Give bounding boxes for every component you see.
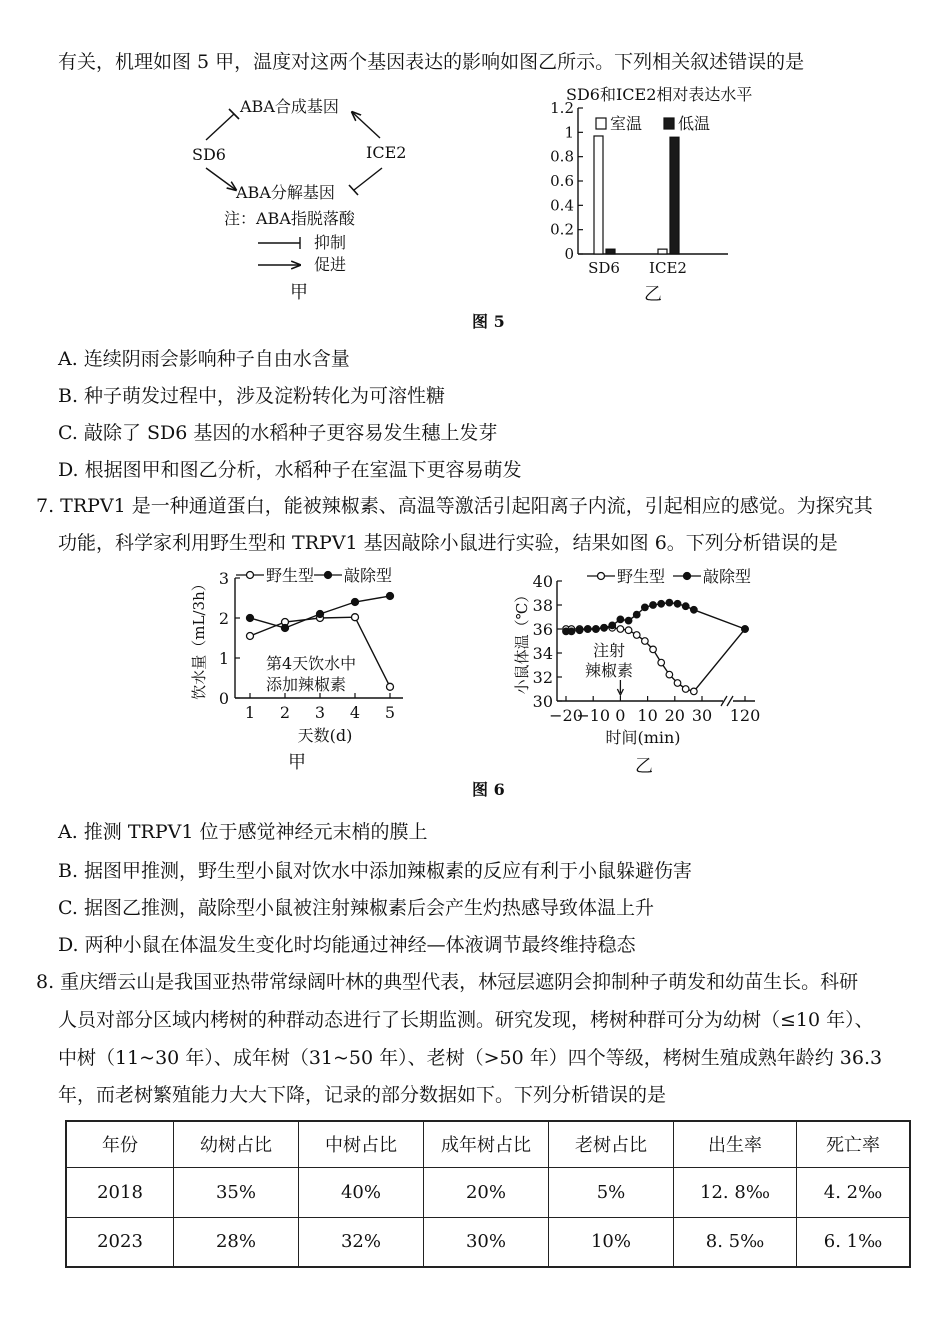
legend-marker (684, 573, 691, 580)
chart-annotation: 注射 (592, 641, 626, 660)
table-cell: 30% (424, 1217, 549, 1267)
x-tick-label: 3 (314, 703, 326, 722)
legend-promote-label: 促进 (314, 255, 347, 274)
data-point (593, 626, 600, 633)
edge-sd6-inhibit-synthesis (206, 114, 234, 140)
table-header-cell: 死亡率 (797, 1121, 911, 1167)
x-tick-label: 10 (637, 706, 658, 725)
legend-swatch (664, 118, 674, 129)
y-tick-label: 36 (532, 620, 553, 639)
x-tick-label: 0 (615, 706, 626, 725)
q6-option-d: D. 根据图甲和图乙分析，水稻种子在室温下更容易萌发 (58, 459, 522, 481)
chart-annotation: 辣椒素 (584, 661, 634, 680)
data-point (625, 627, 632, 634)
y-tick-label: 30 (532, 692, 553, 711)
edge-ice2-promote-synthesis (352, 112, 380, 138)
node-sd6: SD6 (192, 145, 226, 164)
data-point (658, 659, 665, 666)
table-cell: 32% (299, 1217, 424, 1267)
data-point (584, 626, 591, 633)
data-point (576, 627, 583, 634)
fig5-jia-diagram (180, 88, 430, 303)
q8-stem-line4: 年，而老树繁殖能力大大下降，记录的部分数据如下。下列分析错误的是 (58, 1084, 667, 1106)
legend-label: 野生型 (617, 567, 666, 586)
x-tick-label: 20 (664, 706, 685, 725)
q7-option-a: A. 推测 TRPV1 位于感觉神经元末梢的膜上 (58, 821, 428, 843)
population-table (65, 1120, 911, 1268)
table-cell: 6. 1‰ (797, 1217, 911, 1267)
fig5-yi-label: 乙 (644, 284, 662, 305)
table-header-cell: 幼树占比 (174, 1121, 299, 1167)
x-tick-label: 30 (691, 706, 713, 725)
q8-stem-line2: 人员对部分区域内栲树的种群动态进行了长期监测。研究发现，栲树种群可分为幼树（≤10 年）、 (58, 1009, 874, 1031)
edge-sd6-promote-degradation (206, 168, 236, 190)
bar (606, 249, 615, 254)
table-header-cell: 出生率 (674, 1121, 797, 1167)
data-point (633, 611, 640, 618)
q7-option-d: D. 两种小鼠在体温发生变化时均能通过神经—体液调节最终维持稳态 (58, 934, 636, 956)
q7-stem-line2: 功能，科学家利用野生型和 TRPV1 基因敲除小鼠进行实验，结果如图 6。下列分析错误的是 (58, 532, 838, 554)
data-point (568, 628, 575, 635)
bar (594, 136, 603, 254)
x-tick-label: 4 (349, 703, 361, 722)
table-header-cell: 年份 (66, 1121, 174, 1167)
x-tick-label: ICE2 (649, 259, 687, 277)
table-row (66, 1217, 910, 1267)
axis-break-mark (727, 696, 733, 706)
bar (670, 137, 679, 254)
data-point (650, 602, 657, 609)
data-point (742, 626, 749, 633)
q8-stem-line1: 8. 重庆缙云山是我国亚热带常绿阔叶林的典型代表，林冠层遮阴会抑制种子萌发和幼苗生长。科研 (36, 971, 859, 993)
data-point (666, 671, 673, 678)
y-tick-label: 38 (532, 596, 553, 615)
y-axis-label: 饮水量（mL/3h） (190, 576, 208, 700)
x-tick-label: 2 (279, 703, 291, 722)
data-point (674, 680, 681, 687)
chart-annotation: 添加辣椒素 (266, 675, 347, 694)
legend-marker (598, 573, 605, 580)
y-tick-label: 1 (564, 123, 574, 142)
y-tick-label: 0.8 (550, 147, 574, 166)
table-row (66, 1167, 910, 1217)
y-tick-label: 2 (218, 609, 229, 628)
intro-line: 有关，机理如图 5 甲，温度对这两个基因表达的影响如图乙所示。下列相关叙述错误的是 (58, 51, 805, 73)
node-aba-degradation: ABA分解基因 (236, 183, 335, 202)
data-point (633, 632, 640, 639)
data-point (352, 599, 359, 606)
data-point (674, 601, 681, 608)
legend-label: 野生型 (266, 566, 315, 585)
y-tick-label: 32 (532, 668, 553, 687)
data-point (609, 622, 616, 629)
legend-label: 敲除型 (703, 567, 752, 586)
q6-option-c: C. 敲除了 SD6 基因的水稻种子更容易发生穗上发芽 (58, 422, 498, 444)
legend-marker (325, 572, 332, 579)
table-cell: 28% (174, 1217, 299, 1267)
data-point (625, 617, 632, 624)
y-axis-label: 小鼠体温（℃） (513, 587, 531, 695)
x-tick-label: −20 (549, 706, 583, 725)
data-point (317, 611, 324, 618)
fig5-caption: 图 5 (472, 312, 505, 331)
table-cell: 5% (549, 1167, 674, 1217)
diagram-note: 注：ABA指脱落酸 (224, 209, 355, 228)
data-point (352, 614, 359, 621)
x-tick-label: SD6 (588, 259, 620, 277)
x-axis-label: 时间(min) (605, 728, 681, 747)
y-tick-label: 3 (218, 569, 229, 588)
table-cell: 20% (424, 1167, 549, 1217)
table-cell: 8. 5‰ (674, 1217, 797, 1267)
legend-label: 低温 (678, 114, 711, 133)
q7-option-c: C. 据图乙推测，敲除型小鼠被注射辣椒素后会产生灼热感导致体温上升 (58, 897, 654, 919)
data-point (247, 615, 254, 622)
table-header-row (66, 1121, 910, 1167)
bar (658, 249, 667, 254)
q7-option-b: B. 据图甲推测，野生型小鼠对饮水中添加辣椒素的反应有利于小鼠躲避伤害 (58, 860, 693, 882)
table-cell: 2018 (66, 1167, 174, 1217)
data-point (247, 633, 254, 640)
table-cell: 4. 2‰ (797, 1167, 911, 1217)
q7-stem-line1: 7. TRPV1 是一种通道蛋白，能被辣椒素、高温等激活引起阳离子内流，引起相应的感觉。为探究其 (36, 495, 873, 517)
chart-annotation: 第4天饮水中 (266, 654, 357, 673)
q6-option-b: B. 种子萌发过程中，涉及淀粉转化为可溶性糖 (58, 385, 446, 407)
y-tick-label: 0 (218, 689, 229, 708)
data-point (387, 593, 394, 600)
x-tick-label: 120 (729, 706, 761, 725)
data-point (387, 683, 394, 690)
fig5-yi-bar-chart (530, 82, 760, 304)
table-cell: 10% (549, 1217, 674, 1267)
q6-option-a: A. 连续阴雨会影响种子自由水含量 (58, 348, 350, 370)
data-point (682, 686, 689, 693)
q8-stem-line3: 中树（11~30 年）、成年树（31~50 年）、老树（>50 年）四个等级，栲树生殖成熟年龄约 36.3 (58, 1047, 883, 1069)
x-axis-label: 天数(d) (297, 726, 353, 745)
table-cell: 35% (174, 1167, 299, 1217)
node-ice2: ICE2 (366, 143, 407, 162)
data-point (682, 603, 689, 610)
data-point (666, 599, 673, 606)
data-point (691, 688, 698, 695)
legend-inhibit-label: 抑制 (314, 233, 347, 252)
table-cell: 12. 8‰ (674, 1167, 797, 1217)
fig5-jia-label: 甲 (290, 282, 308, 303)
table-header-cell: 老树占比 (549, 1121, 674, 1167)
legend-label: 敲除型 (344, 566, 393, 585)
y-tick-label: 0.6 (550, 172, 574, 190)
legend-label: 室温 (610, 114, 643, 133)
table-header-cell: 成年树占比 (424, 1121, 549, 1167)
legend-marker (247, 572, 254, 579)
x-tick-label: 5 (384, 703, 396, 722)
table-cell: 40% (299, 1167, 424, 1217)
y-tick-label: 34 (532, 644, 553, 663)
node-aba-synthesis: ABA合成基因 (240, 97, 339, 116)
fig6-jia-line-chart (180, 562, 420, 772)
fig6-yi-line-chart (515, 562, 775, 777)
y-tick-label: 0.2 (550, 220, 574, 239)
data-point (617, 616, 624, 623)
y-tick-label: 0 (564, 245, 574, 263)
data-point (601, 625, 608, 632)
data-point (282, 625, 289, 632)
x-tick-label: −10 (576, 706, 611, 725)
y-tick-label: 0.4 (550, 196, 574, 215)
data-point (650, 646, 657, 653)
table-header-cell: 中树占比 (299, 1121, 424, 1167)
chart-title: SD6和ICE2相对表达水平 (566, 85, 753, 104)
x-tick-label: 1 (244, 703, 256, 722)
fig6-yi-label: 乙 (635, 756, 653, 777)
data-point (642, 604, 649, 611)
data-point (691, 607, 698, 614)
y-tick-label: 40 (532, 572, 553, 591)
data-point (642, 638, 649, 645)
y-tick-label: 1 (218, 649, 229, 668)
y-tick-label: 1.2 (550, 99, 574, 117)
data-point (617, 626, 624, 633)
legend-inhibit-line (258, 237, 300, 249)
data-point (658, 601, 665, 608)
fig6-jia-label: 甲 (288, 752, 306, 773)
table-cell: 2023 (66, 1217, 174, 1267)
legend-swatch (596, 118, 606, 129)
fig6-caption: 图 6 (472, 780, 505, 799)
edge-ice2-inhibit-degradation (354, 168, 382, 190)
